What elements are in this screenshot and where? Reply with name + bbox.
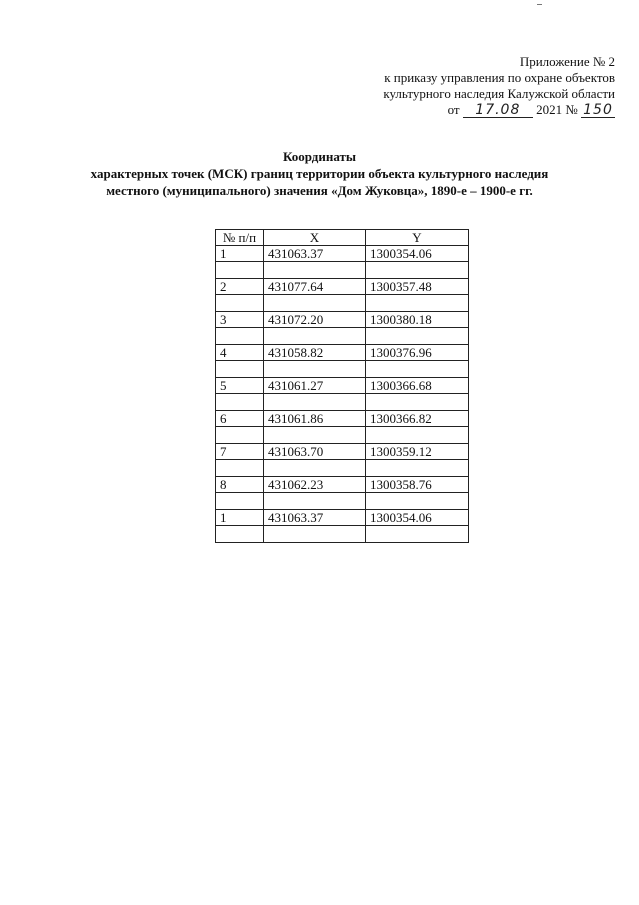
cell-number: 3 (216, 312, 264, 328)
cell-number: 7 (216, 444, 264, 460)
table-row (216, 510, 469, 526)
empty-cell (264, 460, 366, 477)
empty-cell (216, 262, 264, 279)
cell-number: 6 (216, 411, 264, 427)
scan-artifact (537, 4, 542, 5)
table-spacer-row (216, 493, 469, 510)
cell-x: 431061.27 (264, 378, 366, 394)
empty-cell (216, 526, 264, 543)
header-number: № п/п (216, 230, 264, 246)
cell-x: 431062.23 (264, 477, 366, 493)
header-y: Y (366, 230, 469, 246)
empty-cell (366, 427, 469, 444)
empty-cell (264, 295, 366, 312)
appendix-title: Приложение № 2 (519, 54, 615, 69)
empty-cell (366, 394, 469, 411)
cell-number: 2 (216, 279, 264, 295)
table-row (216, 378, 469, 394)
table-row (216, 345, 469, 361)
table-spacer-row (216, 526, 469, 543)
heading-title: Координаты (282, 149, 357, 164)
cell-y: 1300376.96 (366, 345, 469, 361)
document-heading (0, 148, 639, 199)
cell-x: 431063.37 (264, 510, 366, 526)
table-row (216, 411, 469, 427)
table-row (216, 279, 469, 295)
cell-x: 431077.64 (264, 279, 366, 295)
empty-cell (264, 526, 366, 543)
table-spacer-row (216, 394, 469, 411)
appendix-authority-line: культурного наследия Калужской области (383, 86, 615, 101)
empty-cell (216, 295, 264, 312)
cell-y: 1300354.06 (366, 510, 469, 526)
table-spacer-row (216, 361, 469, 378)
empty-cell (264, 394, 366, 411)
cell-number: 5 (216, 378, 264, 394)
appendix-order-line: к приказу управления по охране объектов (384, 70, 615, 85)
empty-cell (216, 361, 264, 378)
cell-number: 4 (216, 345, 264, 361)
empty-cell (216, 493, 264, 510)
cell-x: 431072.20 (264, 312, 366, 328)
table-spacer-row (216, 427, 469, 444)
cell-x: 431061.86 (264, 411, 366, 427)
empty-cell (264, 361, 366, 378)
table-spacer-row (216, 262, 469, 279)
empty-cell (264, 328, 366, 345)
cell-y: 1300366.68 (366, 378, 469, 394)
cell-x: 431063.70 (264, 444, 366, 460)
cell-x: 431063.37 (264, 246, 366, 262)
cell-y: 1300380.18 (366, 312, 469, 328)
cell-number: 1 (216, 510, 264, 526)
empty-cell (366, 295, 469, 312)
cell-y: 1300357.48 (366, 279, 469, 295)
cell-y: 1300354.06 (366, 246, 469, 262)
appendix-date-line (383, 102, 615, 118)
appendix-block (383, 54, 615, 118)
table-row (216, 477, 469, 493)
cell-number: 1 (216, 246, 264, 262)
year-number-label: 2021 № (536, 102, 578, 117)
table-header-row (216, 230, 469, 246)
empty-cell (366, 361, 469, 378)
heading-subtitle-1: характерных точек (МСК) границ территории объекта культурного наследия (90, 166, 549, 181)
header-x: X (264, 230, 366, 246)
empty-cell (264, 427, 366, 444)
cell-y: 1300366.82 (366, 411, 469, 427)
coordinates-table (215, 229, 469, 543)
empty-cell (366, 328, 469, 345)
handwritten-date: 17.08 (463, 103, 533, 118)
cell-number: 8 (216, 477, 264, 493)
date-prefix: от (447, 102, 460, 117)
empty-cell (216, 328, 264, 345)
empty-cell (216, 394, 264, 411)
empty-cell (216, 427, 264, 444)
cell-x: 431058.82 (264, 345, 366, 361)
empty-cell (366, 493, 469, 510)
table-row (216, 246, 469, 262)
table-spacer-row (216, 295, 469, 312)
empty-cell (216, 460, 264, 477)
table-spacer-row (216, 460, 469, 477)
empty-cell (366, 262, 469, 279)
heading-subtitle-2: местного (муниципального) значения «Дом Жуковца», 1890-е – 1900-е гг. (106, 183, 533, 198)
table-row (216, 444, 469, 460)
empty-cell (264, 262, 366, 279)
empty-cell (264, 493, 366, 510)
table-spacer-row (216, 328, 469, 345)
handwritten-order-number: 150 (581, 103, 615, 118)
cell-y: 1300358.76 (366, 477, 469, 493)
cell-y: 1300359.12 (366, 444, 469, 460)
table-row (216, 312, 469, 328)
empty-cell (366, 460, 469, 477)
empty-cell (366, 526, 469, 543)
